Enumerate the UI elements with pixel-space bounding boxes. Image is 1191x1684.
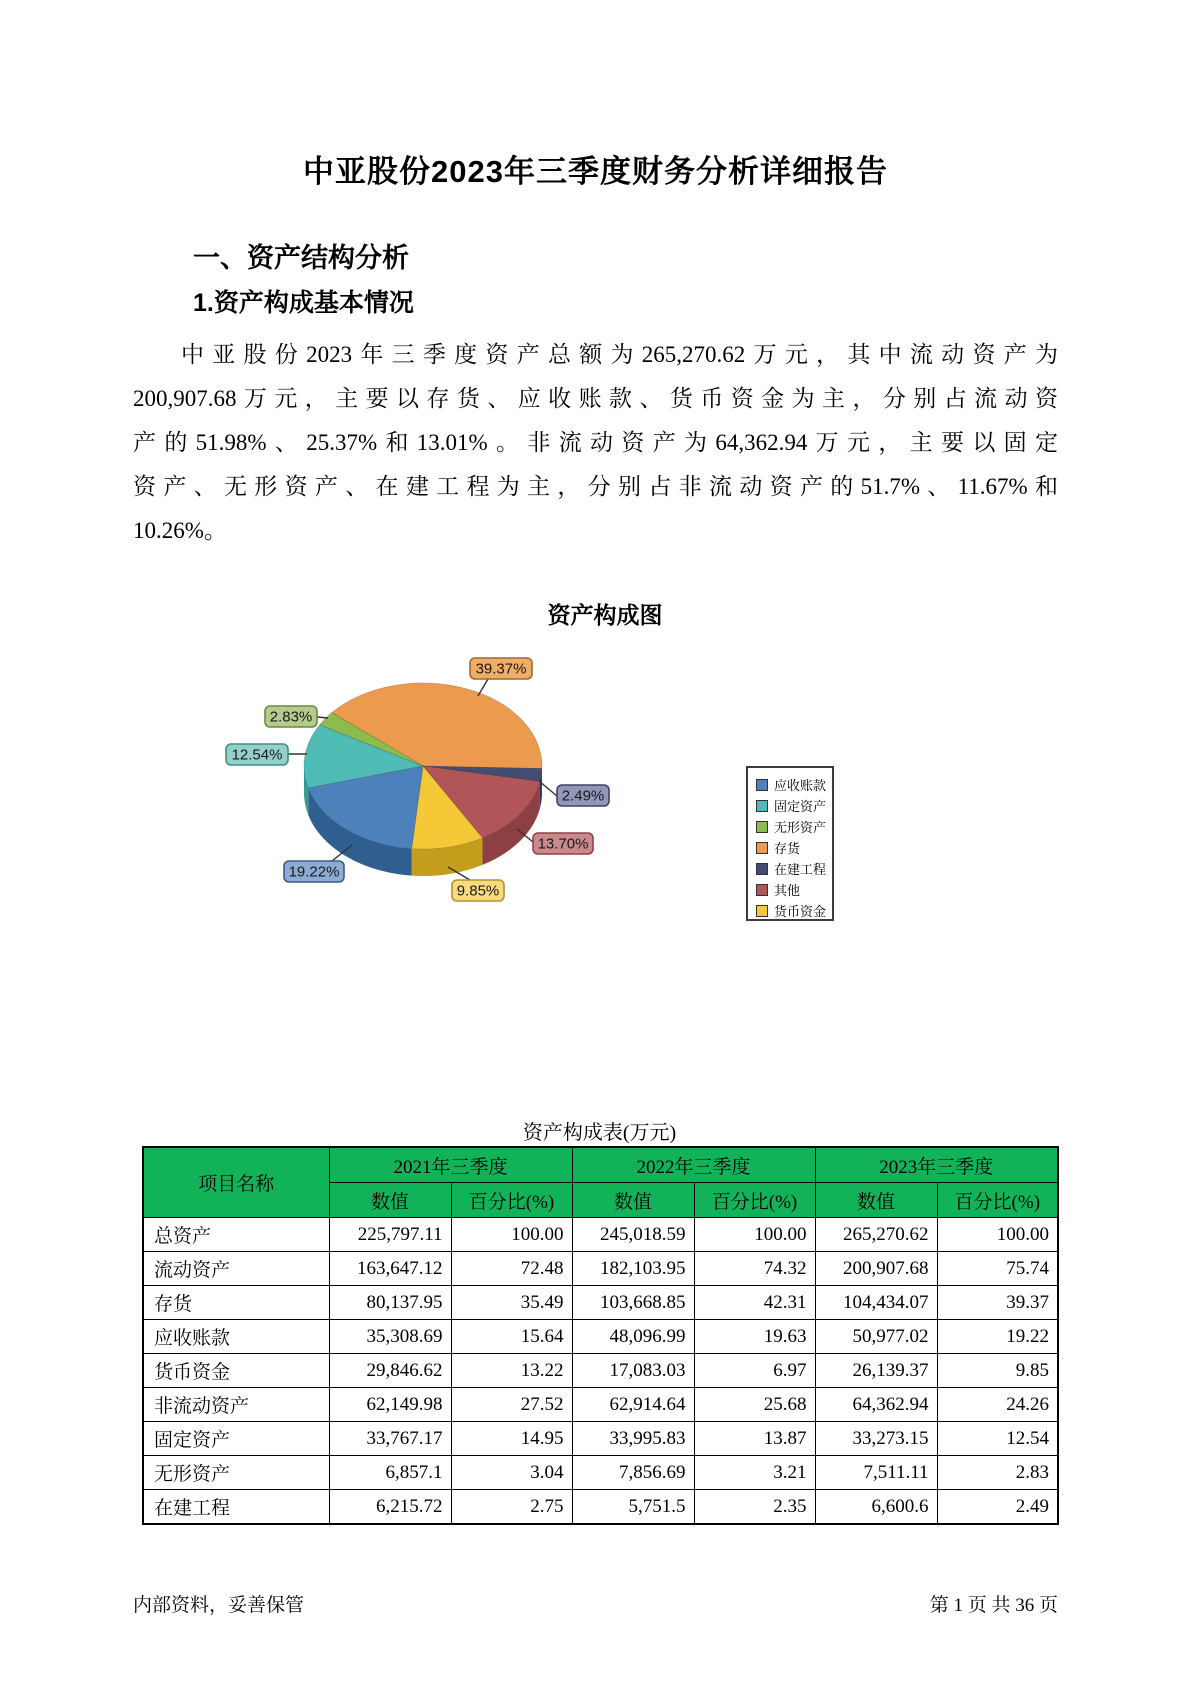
value-cell: 72.48 xyxy=(451,1252,572,1286)
pie-label-leader xyxy=(478,679,488,696)
value-cell: 163,647.12 xyxy=(329,1252,451,1286)
paragraph-line: 资产、无形资产、在建工程为主，分别占非流动资产的51.7%、11.67%和 xyxy=(133,474,1058,499)
legend-label: 货币资金 xyxy=(774,904,827,919)
legend-label: 在建工程 xyxy=(774,862,827,877)
value-cell: 6,857.1 xyxy=(329,1456,451,1490)
value-cell: 74.32 xyxy=(694,1252,815,1286)
row-name-cell: 在建工程 xyxy=(143,1490,329,1525)
legend-swatch xyxy=(756,884,768,896)
value-cell: 24.26 xyxy=(937,1388,1058,1422)
legend-item xyxy=(756,879,832,900)
table-row xyxy=(143,1320,1058,1354)
subsection-heading: 1.资产构成基本情况 xyxy=(193,289,414,317)
corner-header-cell: 项目名称 xyxy=(143,1147,329,1218)
pie-label-leader xyxy=(317,717,328,718)
row-name-cell: 应收账款 xyxy=(143,1320,329,1354)
table-row xyxy=(143,1218,1058,1252)
value-cell: 42.31 xyxy=(694,1286,815,1320)
year-header-cell: 2023年三季度 xyxy=(815,1147,1058,1183)
footer-right: 第 1 页 共 36 页 xyxy=(929,1595,1058,1616)
year-header-cell: 2021年三季度 xyxy=(329,1147,572,1183)
paragraph-line: 产的51.98%、25.37%和13.01%。非流动资产为64,362.94万元，主要以固定 xyxy=(133,430,1058,455)
legend-swatch xyxy=(756,863,768,875)
value-cell: 2.49 xyxy=(937,1490,1058,1525)
value-cell: 7,856.69 xyxy=(572,1456,694,1490)
value-cell: 19.63 xyxy=(694,1320,815,1354)
legend-item xyxy=(756,816,832,837)
value-cell: 200,907.68 xyxy=(815,1252,937,1286)
row-name-cell: 固定资产 xyxy=(143,1422,329,1456)
value-cell: 14.95 xyxy=(451,1422,572,1456)
row-name-cell: 存货 xyxy=(143,1286,329,1320)
pie-label: 39.37% xyxy=(475,660,527,678)
value-cell: 6,600.6 xyxy=(815,1490,937,1525)
pie-label: 12.54% xyxy=(231,746,283,764)
table-row xyxy=(143,1456,1058,1490)
value-cell: 35.49 xyxy=(451,1286,572,1320)
value-cell: 7,511.11 xyxy=(815,1456,937,1490)
year-header-cell: 2022年三季度 xyxy=(572,1147,815,1183)
legend-label: 固定资产 xyxy=(774,799,827,814)
value-cell: 100.00 xyxy=(937,1218,1058,1252)
value-cell: 33,767.17 xyxy=(329,1422,451,1456)
row-name-cell: 总资产 xyxy=(143,1218,329,1252)
value-cell: 50,977.02 xyxy=(815,1320,937,1354)
asset-table-body xyxy=(143,1218,1058,1525)
asset-table xyxy=(142,1146,1059,1525)
value-cell: 3.21 xyxy=(694,1456,815,1490)
value-cell: 75.74 xyxy=(937,1252,1058,1286)
value-cell: 9.85 xyxy=(937,1354,1058,1388)
value-cell: 265,270.62 xyxy=(815,1218,937,1252)
legend-item xyxy=(756,795,832,816)
row-name-cell: 非流动资产 xyxy=(143,1388,329,1422)
sub-header-cell: 数值 xyxy=(329,1183,451,1218)
value-cell: 64,362.94 xyxy=(815,1388,937,1422)
legend-swatch xyxy=(756,905,768,917)
chart-title: 资产构成图 xyxy=(547,602,663,628)
table-row xyxy=(143,1286,1058,1320)
legend-label: 存货 xyxy=(774,841,801,856)
table-row xyxy=(143,1490,1058,1525)
paragraph-line: 10.26%。 xyxy=(133,518,227,543)
value-cell: 48,096.99 xyxy=(572,1320,694,1354)
value-cell: 6,215.72 xyxy=(329,1490,451,1525)
legend-label: 无形资产 xyxy=(774,820,827,835)
sub-header-cell: 数值 xyxy=(572,1183,694,1218)
value-cell: 13.87 xyxy=(694,1422,815,1456)
legend-swatch xyxy=(756,779,768,791)
table-title: 资产构成表(万元) xyxy=(522,1122,677,1144)
pie-label: 9.85% xyxy=(456,882,500,900)
value-cell: 103,668.85 xyxy=(572,1286,694,1320)
table-row xyxy=(143,1388,1058,1422)
section-heading: 一、资产结构分析 xyxy=(193,243,409,273)
value-cell: 39.37 xyxy=(937,1286,1058,1320)
value-cell: 13.22 xyxy=(451,1354,572,1388)
body-paragraph xyxy=(133,333,1058,553)
value-cell: 225,797.11 xyxy=(329,1218,451,1252)
legend-item xyxy=(756,858,832,879)
sub-header-cell: 百分比(%) xyxy=(937,1183,1058,1218)
value-cell: 182,103.95 xyxy=(572,1252,694,1286)
legend-swatch xyxy=(756,842,768,854)
value-cell: 25.68 xyxy=(694,1388,815,1422)
legend-swatch xyxy=(756,821,768,833)
value-cell: 104,434.07 xyxy=(815,1286,937,1320)
value-cell: 100.00 xyxy=(451,1218,572,1252)
value-cell: 2.83 xyxy=(937,1456,1058,1490)
value-cell: 2.35 xyxy=(694,1490,815,1525)
table-row xyxy=(143,1354,1058,1388)
value-cell: 5,751.5 xyxy=(572,1490,694,1525)
value-cell: 3.04 xyxy=(451,1456,572,1490)
sub-header-cell: 百分比(%) xyxy=(451,1183,572,1218)
value-cell: 33,273.15 xyxy=(815,1422,937,1456)
paragraph-line: 中亚股份2023年三季度资产总额为265,270.62万元，其中流动资产为 xyxy=(181,342,1058,367)
asset-table-header xyxy=(143,1147,1058,1218)
legend-box xyxy=(746,766,834,921)
value-cell: 35,308.69 xyxy=(329,1320,451,1354)
value-cell: 80,137.95 xyxy=(329,1286,451,1320)
sub-header-cell: 数值 xyxy=(815,1183,937,1218)
value-cell: 33,995.83 xyxy=(572,1422,694,1456)
value-cell: 15.64 xyxy=(451,1320,572,1354)
pie-label: 19.22% xyxy=(288,863,340,881)
legend-item xyxy=(756,774,832,795)
value-cell: 62,149.98 xyxy=(329,1388,451,1422)
row-name-cell: 货币资金 xyxy=(143,1354,329,1388)
value-cell: 27.52 xyxy=(451,1388,572,1422)
value-cell: 12.54 xyxy=(937,1422,1058,1456)
value-cell: 17,083.03 xyxy=(572,1354,694,1388)
legend-swatch xyxy=(756,800,768,812)
legend-label: 其他 xyxy=(774,883,801,898)
page-title: 中亚股份2023年三季度财务分析详细报告 xyxy=(303,154,888,189)
value-cell: 29,846.62 xyxy=(329,1354,451,1388)
pie-label: 2.49% xyxy=(561,787,605,805)
footer-left: 内部资料，妥善保管 xyxy=(133,1595,305,1616)
paragraph-line: 200,907.68万元，主要以存货、应收账款、货币资金为主，分别占流动资 xyxy=(133,386,1058,411)
legend-item xyxy=(756,900,832,921)
legend-label: 应收账款 xyxy=(774,778,827,793)
value-cell: 6.97 xyxy=(694,1354,815,1388)
legend-item xyxy=(756,837,832,858)
pie-label: 2.83% xyxy=(269,708,313,726)
value-cell: 62,914.64 xyxy=(572,1388,694,1422)
row-name-cell: 流动资产 xyxy=(143,1252,329,1286)
row-name-cell: 无形资产 xyxy=(143,1456,329,1490)
pie-label: 13.70% xyxy=(537,835,589,853)
value-cell: 19.22 xyxy=(937,1320,1058,1354)
sub-header-cell: 百分比(%) xyxy=(694,1183,815,1218)
value-cell: 2.75 xyxy=(451,1490,572,1525)
value-cell: 100.00 xyxy=(694,1218,815,1252)
table-row xyxy=(143,1422,1058,1456)
value-cell: 26,139.37 xyxy=(815,1354,937,1388)
table-row xyxy=(143,1252,1058,1286)
value-cell: 245,018.59 xyxy=(572,1218,694,1252)
